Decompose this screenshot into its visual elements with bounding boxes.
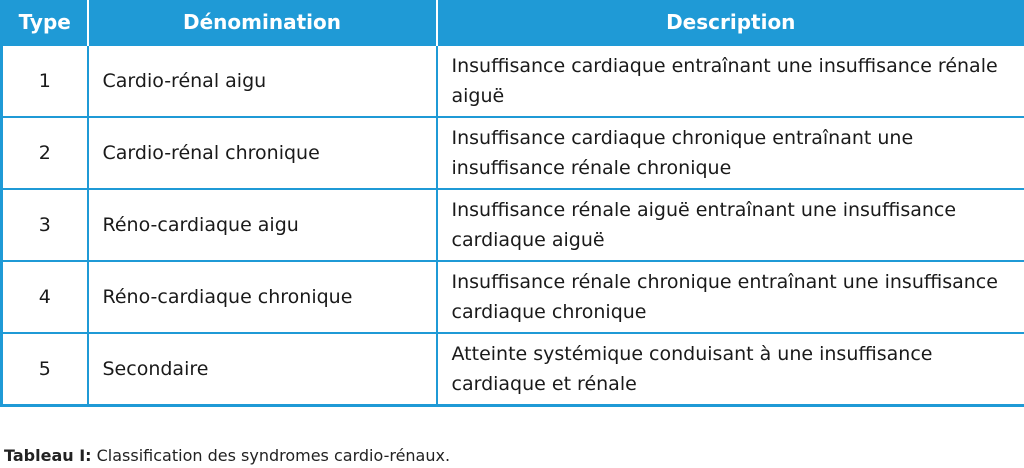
table-row (2, 189, 1024, 261)
denomination-cell: Cardio-rénal chronique (88, 117, 437, 189)
denomination-cell: Réno-cardiaque aigu (88, 189, 437, 261)
type-cell: 2 (2, 117, 88, 189)
description-cell: Insuffisance rénale aiguë entraînant une insuffisance cardiaque aiguë (437, 189, 1024, 261)
denomination-cell: Réno-cardiaque chronique (88, 261, 437, 333)
table-row (2, 261, 1024, 333)
description-cell: Insuffisance cardiaque entraînant une insuffisance rénale aiguë (437, 45, 1024, 117)
denomination-cell: Secondaire (88, 333, 437, 406)
description-cell: Insuffisance cardiaque chronique entraînant une insuffisance rénale chronique (437, 117, 1024, 189)
caption-text: Classification des syndromes cardio-rénaux. (91, 446, 451, 465)
description-cell: Atteinte systémique conduisant à une insuffisance cardiaque et rénale (437, 333, 1024, 406)
type-cell: 4 (2, 261, 88, 333)
header-type: Type (2, 0, 88, 45)
table-body (2, 45, 1024, 406)
caption-label: Tableau I: (4, 446, 92, 465)
type-cell: 5 (2, 333, 88, 406)
header-denomination: Dénomination (88, 0, 437, 45)
denomination-cell: Cardio-rénal aigu (88, 45, 437, 117)
table-header (2, 0, 1024, 45)
description-cell: Insuffisance rénale chronique entraînant une insuffisance cardiaque chronique (437, 261, 1024, 333)
type-cell: 3 (2, 189, 88, 261)
header-row (2, 0, 1024, 45)
table-row (2, 333, 1024, 406)
table-row (2, 117, 1024, 189)
table-caption (4, 446, 450, 465)
type-cell: 1 (2, 45, 88, 117)
table-row (2, 45, 1024, 117)
header-description: Description (437, 0, 1024, 45)
